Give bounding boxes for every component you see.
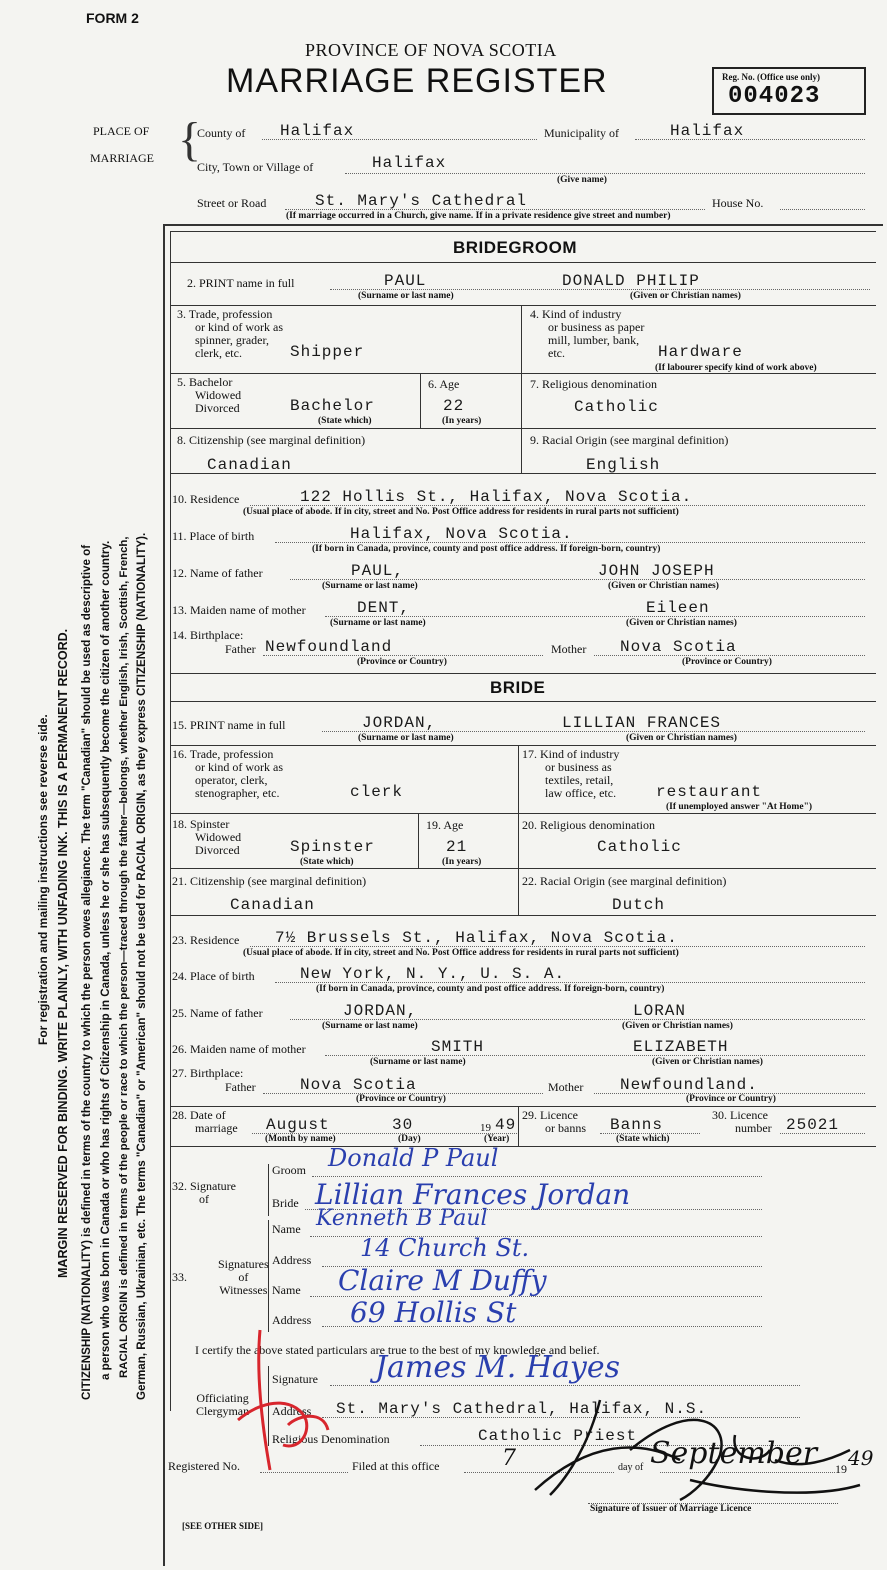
bride-age-caption: (In years): [442, 857, 482, 867]
day-of-label: day of: [618, 1462, 644, 1473]
banns-value: Banns: [610, 1116, 664, 1134]
groom-religion-label: 7. Religious denomination: [530, 377, 657, 391]
witness-number: 33.: [172, 1270, 187, 1284]
bride-status-label: 18. Spinster Widowed Divorced: [172, 817, 242, 857]
margin-line-2: MARGIN RESERVED FOR BINDING. WRITE PLAINLY, WITH UNFADING INK. THIS IS A PERMANENT RECORD.: [56, 628, 70, 1278]
groom-racial-label: 9. Racial Origin (see marginal definition): [530, 433, 729, 447]
bride-name-label: 15. PRINT name in full: [172, 718, 286, 732]
witness1-address-label: Address: [272, 1253, 312, 1267]
bride-surname-caption: (Surname or last name): [358, 733, 454, 743]
bride-mother-bp-caption: (Province or Country): [686, 1094, 776, 1104]
groom-residence: 122 Hollis St., Halifax, Nova Scotia.: [300, 488, 693, 506]
groom-heading: BRIDEGROOM: [453, 238, 577, 257]
bride-religion: Catholic: [597, 838, 682, 856]
bride-racial-label: 22. Racial Origin (see marginal definition): [522, 874, 727, 888]
street-caption: (If marriage occurred in a Church, give name. If in a private residence give street and number): [286, 211, 671, 221]
bride-mother-surname-caption: (Surname or last name): [370, 1057, 466, 1067]
form-number: FORM 2: [86, 10, 139, 26]
filed-month: September: [650, 1436, 818, 1471]
witness1-address: 14 Church St.: [360, 1234, 530, 1262]
bride-citizenship: Canadian: [230, 896, 315, 914]
municipality-value: Halifax: [670, 122, 745, 140]
groom-name-label: 2. PRINT name in full: [187, 276, 295, 290]
clergy-signature: James M. Hayes: [375, 1350, 620, 1385]
county-value: Halifax: [280, 122, 355, 140]
groom-father-birthplace: Newfoundland: [265, 638, 393, 656]
groom-status-label: 5. Bachelor Widowed Divorced: [177, 375, 242, 415]
bride-residence-label: 23. Residence: [172, 933, 240, 947]
groom-surname: PAUL: [384, 272, 427, 290]
groom-father-bp-label: Father: [225, 642, 256, 656]
county-label: County of: [197, 126, 246, 140]
groom-surname-caption: (Surname or last name): [358, 291, 454, 301]
bride-birth: New York, N. Y., U. S. A.: [300, 965, 566, 983]
groom-mother-surname: DENT,: [357, 599, 411, 617]
bride-mother-label: 26. Maiden name of mother: [172, 1042, 306, 1056]
bride-father-given-caption: (Given or Christian names): [622, 1021, 733, 1031]
bride-age-label: 19. Age: [426, 818, 464, 832]
date-label: 28. Date of marriage: [172, 1108, 238, 1135]
place-brace: {: [178, 113, 202, 166]
bride-mother-given-caption: (Given or Christian names): [652, 1057, 763, 1067]
groom-age: 22: [443, 397, 465, 415]
bride-age: 21: [446, 838, 468, 856]
city-value: Halifax: [372, 154, 447, 172]
see-other-side: [SEE OTHER SIDE]: [182, 1521, 264, 1531]
groom-mother-given: Eileen: [646, 599, 710, 617]
marriage-year: 49: [495, 1116, 517, 1134]
clergy-sig-label: Signature: [272, 1372, 318, 1386]
groom-given: DONALD PHILIP: [562, 272, 700, 290]
reg-number-label: Reg. No. (Office use only): [722, 72, 820, 82]
licence-number: 25021: [786, 1116, 840, 1134]
groom-father-given-caption: (Given or Christian names): [608, 581, 719, 591]
clergy-address: St. Mary's Cathedral, Halifax, N.S.: [336, 1400, 708, 1418]
groom-age-label: 6. Age: [428, 377, 460, 391]
bride-birth-label: 24. Place of birth: [172, 969, 255, 983]
bride-trade: clerk: [350, 783, 404, 801]
bride-mother-given: ELIZABETH: [633, 1038, 729, 1056]
witness1-name-label: Name: [272, 1222, 301, 1236]
clergy-address-label: Address: [272, 1404, 312, 1418]
bride-heading: BRIDE: [490, 678, 546, 697]
bride-residence-caption: (Usual place of abode. If in city, street and No. Post Office address for residents in rural parts not sufficient): [243, 948, 679, 958]
witness2-address-label: Address: [272, 1313, 312, 1327]
groom-father-given: JOHN JOSEPH: [598, 562, 715, 580]
city-label: City, Town or Village of: [197, 160, 314, 174]
bride-birthplace-label: 27. Birthplace:: [172, 1066, 244, 1080]
bride-mother-bp-label: Mother: [548, 1080, 584, 1094]
groom-father-surname: PAUL,: [351, 562, 405, 580]
reg-number: 004023: [728, 83, 821, 110]
reg-number-box: [712, 67, 866, 115]
bride-father-surname-caption: (Surname or last name): [322, 1021, 418, 1031]
bride-father-given: LORAN: [633, 1002, 687, 1020]
witness-label: Signatures of Witnesses: [218, 1257, 269, 1297]
year-caption: (Year): [484, 1134, 510, 1144]
bride-industry-caption: (If unemployed answer "At Home"): [666, 802, 813, 812]
month-caption: (Month by name): [265, 1134, 336, 1144]
issuer-signature: [530, 1380, 880, 1520]
groom-sig-label: Groom: [272, 1163, 306, 1177]
margin-line-4: a person who was born in Canada or who has rights of Citizenship in Canada, unless he or she has subsequently become the citizen of another country.: [99, 540, 112, 1380]
street-value: St. Mary's Cathedral: [315, 192, 528, 210]
bride-mother-birthplace: Newfoundland.: [620, 1076, 758, 1094]
bride-father-birthplace: Nova Scotia: [300, 1076, 417, 1094]
groom-birthplace-label: 14. Birthplace:: [172, 628, 244, 642]
groom-industry-caption: (If labourer specify kind of work above): [655, 363, 817, 373]
bride-residence: 7½ Brussels St., Halifax, Nova Scotia.: [275, 929, 678, 947]
groom-birth-label: 11. Place of birth: [172, 529, 255, 543]
margin-line-3: CITIZENSHIP (NATIONALITY) is defined in terms of the country to which the person owes allegiance. The term "Canadian" should be used as descriptive of: [80, 544, 93, 1400]
bride-racial: Dutch: [612, 896, 666, 914]
bride-citizenship-label: 21. Citizenship (see marginal definition): [172, 874, 367, 888]
groom-residence-caption: (Usual place of abode. If in city, street and No. Post Office address for residents in rural parts not sufficient): [243, 507, 679, 517]
bride-status: Spinster: [290, 838, 375, 856]
house-label: House No.: [712, 196, 764, 210]
filed-year-prefix: 19: [835, 1462, 847, 1476]
groom-residence-label: 10. Residence: [172, 492, 240, 506]
groom-mother-given-caption: (Given or Christian names): [626, 618, 737, 628]
bride-signature: Lillian Frances Jordan: [315, 1178, 631, 1211]
clergy-label: Officiating Clergyman: [196, 1391, 250, 1418]
groom-birth: Halifax, Nova Scotia.: [350, 525, 573, 543]
bride-industry: restaurant: [656, 783, 763, 801]
filed-day: 7: [502, 1446, 516, 1471]
witness2-address: 69 Hollis St: [350, 1296, 517, 1329]
groom-trade: Shipper: [290, 343, 365, 361]
day-caption: (Day): [398, 1134, 421, 1144]
witness2-name: Claire M Duffy: [338, 1264, 547, 1297]
denomination: Catholic Priest: [478, 1427, 638, 1445]
groom-status: Bachelor: [290, 397, 375, 415]
filed-label: Filed at this office: [352, 1459, 440, 1473]
municipality-label: Municipality of: [544, 126, 619, 140]
bride-father-bp-label: Father: [225, 1080, 256, 1094]
bride-sig-label: Bride: [272, 1196, 299, 1210]
banns-label: 29. Licence or banns: [522, 1108, 586, 1135]
issuer-caption: Signature of Issuer of Marriage Licence: [590, 1504, 752, 1514]
filed-year: 49: [848, 1446, 874, 1470]
groom-racial: English: [586, 456, 661, 474]
witness2-name-label: Name: [272, 1283, 301, 1297]
red-check-mark: [228, 1325, 338, 1475]
bride-given-caption: (Given or Christian names): [626, 733, 737, 743]
groom-religion: Catholic: [574, 398, 659, 416]
margin-line-1: For registration and mailing instructions see reverse side.: [36, 714, 50, 1045]
margin-line-6: German, Russian, Ukrainian, etc. The terms "Canadian" or "American" should not be used for RACIAL ORIGIN, as they express CITIZENSHIP (NATIONALITY).: [135, 532, 148, 1400]
province-heading: PROVINCE OF NOVA SCOTIA: [305, 40, 557, 60]
couple-signature-label: 32. Signature of: [172, 1179, 236, 1206]
groom-citizenship-label: 8. Citizenship (see marginal definition): [177, 433, 366, 447]
place-label-1: PLACE OF: [93, 124, 150, 138]
groom-father-label: 12. Name of father: [172, 566, 263, 580]
groom-industry-label: 4. Kind of industry or business as paper mill, lumber, bank, etc.: [530, 307, 645, 360]
place-label-2: MARRIAGE: [90, 151, 155, 165]
licence-label: 30. Licence number: [712, 1108, 772, 1135]
bride-religion-label: 20. Religious denomination: [522, 818, 655, 832]
groom-father-surname-caption: (Surname or last name): [322, 581, 418, 591]
street-label: Street or Road: [197, 196, 267, 210]
bride-father-bp-caption: (Province or Country): [356, 1094, 446, 1104]
groom-trade-label: 3. Trade, profession or kind of work as spinner, grader, clerk, etc.: [177, 307, 283, 360]
groom-father-bp-caption: (Province or Country): [357, 657, 447, 667]
groom-mother-bp-label: Mother: [551, 642, 587, 656]
bride-trade-label: 16. Trade, profession or kind of work as operator, clerk, stenographer, etc.: [172, 747, 283, 800]
form-title: MARRIAGE REGISTER: [226, 62, 608, 100]
certify-statement: I certify the above stated particulars are true to the best of my knowledge and belief.: [195, 1343, 600, 1357]
bride-given: LILLIAN FRANCES: [562, 714, 722, 732]
groom-mother-bp-caption: (Province or Country): [682, 657, 772, 667]
margin-line-5: RACIAL ORIGIN is defined in terms of the people or race to which the person—traced through the father—belongs, whether English, Irish, Scottish, French,: [118, 536, 130, 1378]
bride-mother-surname: SMITH: [431, 1038, 485, 1056]
groom-given-caption: (Given or Christian names): [630, 291, 741, 301]
bride-industry-label: 17. Kind of industry or business as textiles, retail, law office, etc.: [522, 747, 620, 800]
groom-signature: Donald P Paul: [328, 1144, 499, 1172]
marriage-month: August: [266, 1116, 330, 1134]
bride-father-surname: JORDAN,: [343, 1002, 418, 1020]
groom-industry: Hardware: [658, 343, 743, 361]
marriage-day: 30: [392, 1116, 414, 1134]
marriage-year-prefix: 19: [480, 1122, 491, 1134]
denomination-label: Religious Denomination: [272, 1432, 390, 1446]
groom-mother-surname-caption: (Surname or last name): [330, 618, 426, 628]
bride-father-label: 25. Name of father: [172, 1006, 263, 1020]
groom-birth-caption: (If born in Canada, province, county and post office address. If foreign-born, country): [312, 544, 661, 554]
bride-birth-caption: (If born in Canada, province, county and post office address. If foreign-born, country): [316, 984, 665, 994]
banns-caption: (State which): [616, 1134, 670, 1144]
groom-mother-birthplace: Nova Scotia: [620, 638, 737, 656]
witness1-name: Kenneth B Paul: [316, 1206, 488, 1231]
registered-label: Registered No.: [168, 1459, 240, 1473]
groom-citizenship: Canadian: [207, 456, 292, 474]
city-caption: (Give name): [557, 175, 607, 185]
groom-status-caption: (State which): [318, 416, 372, 426]
bride-surname: JORDAN,: [362, 714, 437, 732]
bride-status-caption: (State which): [300, 857, 354, 867]
groom-age-caption: (In years): [442, 416, 482, 426]
groom-mother-label: 13. Maiden name of mother: [172, 603, 306, 617]
